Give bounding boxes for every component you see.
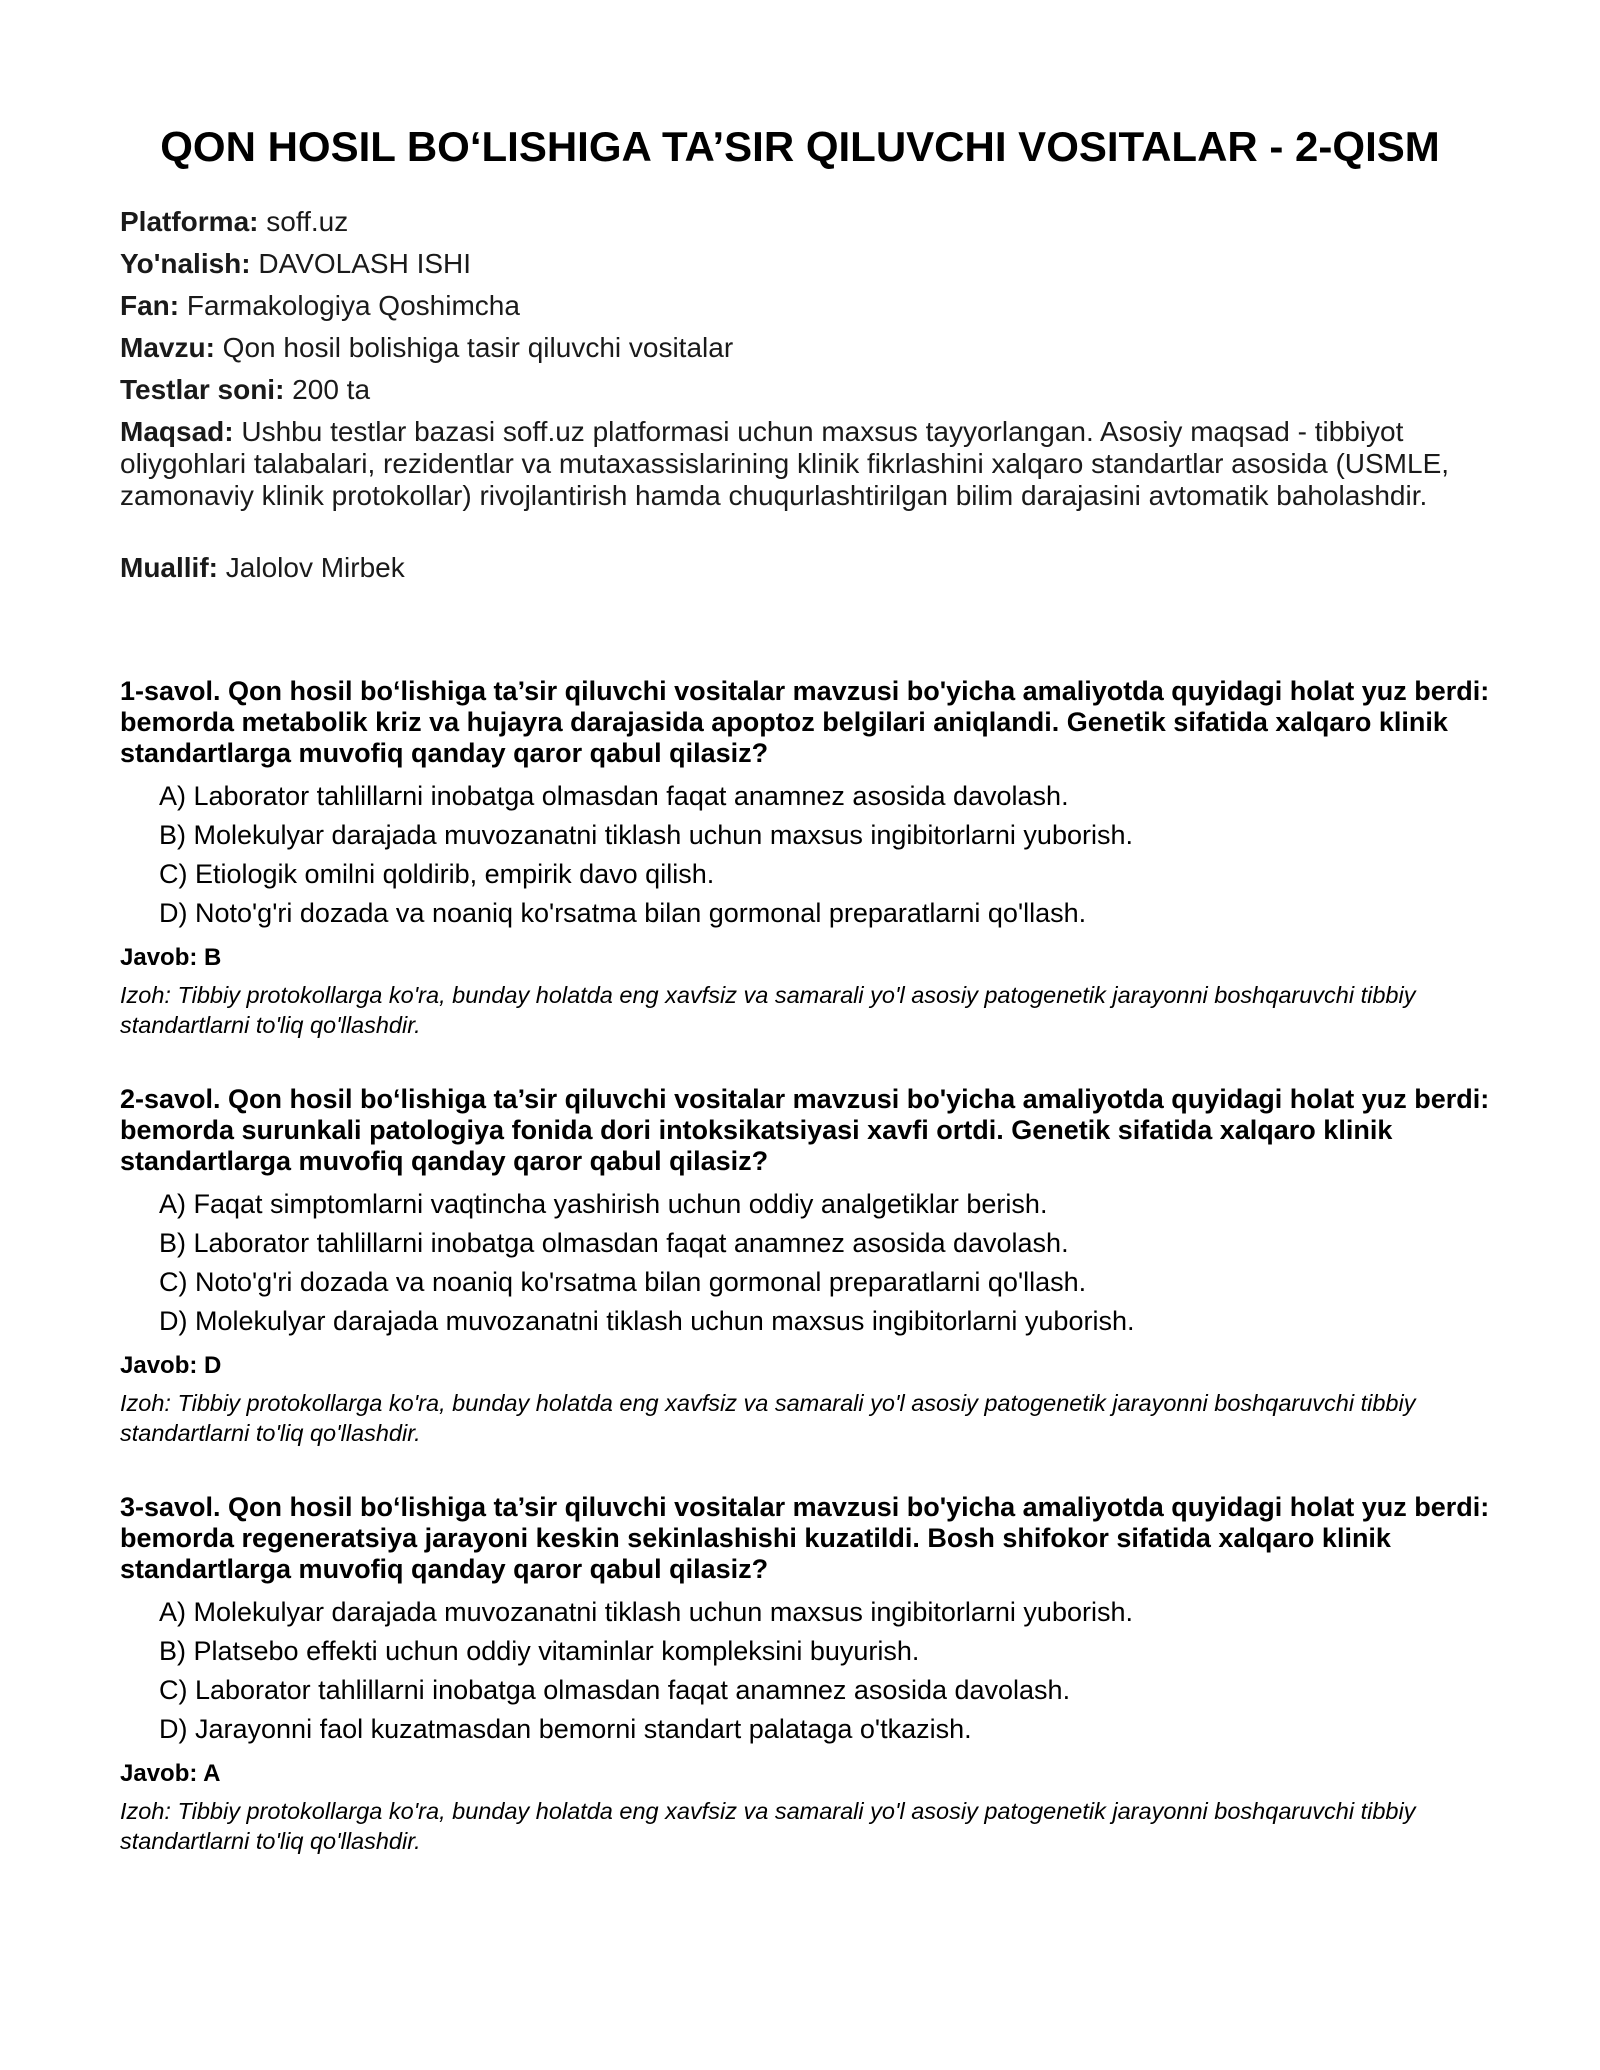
question-1-note: Izoh: Tibbiy protokollarga ko'ra, bunday holatda eng xavfsiz va samarali yo'l asosiy patogenetik jarayonni boshqaruvchi tibbiy standartlarni to'liq qo'llashdir. (120, 982, 1416, 1038)
question-2-text: 2-savol. Qon hosil bo‘lishiga ta’sir qiluvchi vositalar mavzusi bo'yicha amaliyotda quyidagi holat yuz berdi: bemorda surunkali patologiya fonida dori intoksikatsiyasi xavfi ortdi. Genetik sifatida xalqaro klinik standartlarga muvofiq qanday qaror qabul qilasiz? (120, 1084, 1490, 1176)
question-1-option-d: D) Noto'g'ri dozada va noaniq ko'rsatma bilan gormonal preparatlarni qo'llash. (159, 898, 1087, 928)
question-1-option-b: B) Molekulyar darajada muvozanatni tiklash uchun maxsus ingibitorlarni yuborish. (159, 820, 1133, 850)
question-3-text: 3-savol. Qon hosil bo‘lishiga ta’sir qiluvchi vositalar mavzusi bo'yicha amaliyotda quyidagi holat yuz berdi: bemorda regeneratsiya jarayoni keskin sekinlashishi kuzatildi. Bosh shifokor sifatida xalqaro klinik standartlarga muvofiq qanday qaror qabul qilasiz? (120, 1492, 1490, 1584)
question-3-note: Izoh: Tibbiy protokollarga ko'ra, bunday holatda eng xavfsiz va samarali yo'l asosiy patogenetik jarayonni boshqaruvchi tibbiy standartlarni to'liq qo'llashdir. (120, 1798, 1416, 1854)
meta-count (120, 374, 1460, 406)
question-1-option-c: C) Etiologik omilni qoldirib, empirik davo qilish. (159, 859, 715, 889)
question-3-option-d: D) Jarayonni faol kuzatmasdan bemorni standart palataga o'tkazish. (159, 1714, 972, 1744)
question-2-option-b: B) Laborator tahlillarni inobatga olmasdan faqat anamnez asosida davolash. (159, 1228, 1069, 1258)
meta-value: Ushbu testlar bazasi soff.uz platformasi uchun maxsus tayyorlangan. Asosiy maqsad - tibbiyot oliygohlari talabalari, rezidentlar va mutaxassislarining klinik fikrlashini xalqaro standartlar asosida (USMLE, zamonaviy klinik protokollar) rivojlantirish hamda chuqurlashtirilgan bilim darajasini avtomatik baholashdir. (120, 416, 1450, 511)
meta-author (120, 552, 1460, 584)
meta-label: Testlar soni: (120, 374, 285, 405)
question-2-option-d: D) Molekulyar darajada muvozanatni tiklash uchun maxsus ingibitorlarni yuborish. (159, 1306, 1135, 1336)
question-3-option-c: C) Laborator tahlillarni inobatga olmasdan faqat anamnez asosida davolash. (159, 1675, 1071, 1705)
meta-label: Yo'nalish: (120, 248, 251, 279)
question-2-option-a: A) Faqat simptomlarni vaqtincha yashirish uchun oddiy analgetiklar berish. (159, 1189, 1048, 1219)
meta-direction (120, 248, 1460, 280)
meta-subject (120, 290, 1460, 322)
meta-value: Qon hosil bolishiga tasir qiluvchi vositalar (214, 332, 734, 363)
question-3-option-b: B) Platsebo effekti uchun oddiy vitaminlar kompleksini buyurish. (159, 1636, 920, 1666)
question-1-answer: Javob: B (120, 944, 222, 971)
page-title: QON HOSIL BO‘LISHIGA TA’SIR QILUVCHI VOSITALAR - 2-QISM (160, 123, 1440, 170)
meta-label: Muallif: (120, 552, 218, 583)
meta-label: Maqsad: (120, 416, 234, 447)
meta-platform (120, 206, 1460, 238)
meta-value: 200 ta (284, 374, 371, 405)
question-3-answer: Javob: A (120, 1760, 221, 1787)
meta-value: Jalolov Mirbek (218, 552, 405, 583)
question-2-answer: Javob: D (120, 1352, 222, 1379)
meta-value: DAVOLASH ISHI (250, 248, 472, 279)
meta-label: Mavzu: (120, 332, 215, 363)
question-1-text: 1-savol. Qon hosil bo‘lishiga ta’sir qiluvchi vositalar mavzusi bo'yicha amaliyotda quyidagi holat yuz berdi: bemorda metabolik kriz va hujayra darajasida apoptoz belgilari aniqlandi. Genetik sifatida xalqaro klinik standartlarga muvofiq qanday qaror qabul qilasiz? (120, 676, 1490, 768)
meta-topic (120, 332, 1460, 364)
question-3-option-a: A) Molekulyar darajada muvozanatni tiklash uchun maxsus ingibitorlarni yuborish. (159, 1597, 1133, 1627)
question-2-option-c: C) Noto'g'ri dozada va noaniq ko'rsatma bilan gormonal preparatlarni qo'llash. (159, 1267, 1087, 1297)
meta-label: Platforma: (120, 206, 259, 237)
question-2-note: Izoh: Tibbiy protokollarga ko'ra, bunday holatda eng xavfsiz va samarali yo'l asosiy patogenetik jarayonni boshqaruvchi tibbiy standartlarni to'liq qo'llashdir. (120, 1390, 1416, 1446)
meta-goal (120, 416, 1460, 512)
question-1-option-a: A) Laborator tahlillarni inobatga olmasdan faqat anamnez asosida davolash. (159, 781, 1069, 811)
meta-value: soff.uz (258, 206, 349, 237)
meta-label: Fan: (120, 290, 180, 321)
meta-value: Farmakologiya Qoshimcha (179, 290, 520, 321)
